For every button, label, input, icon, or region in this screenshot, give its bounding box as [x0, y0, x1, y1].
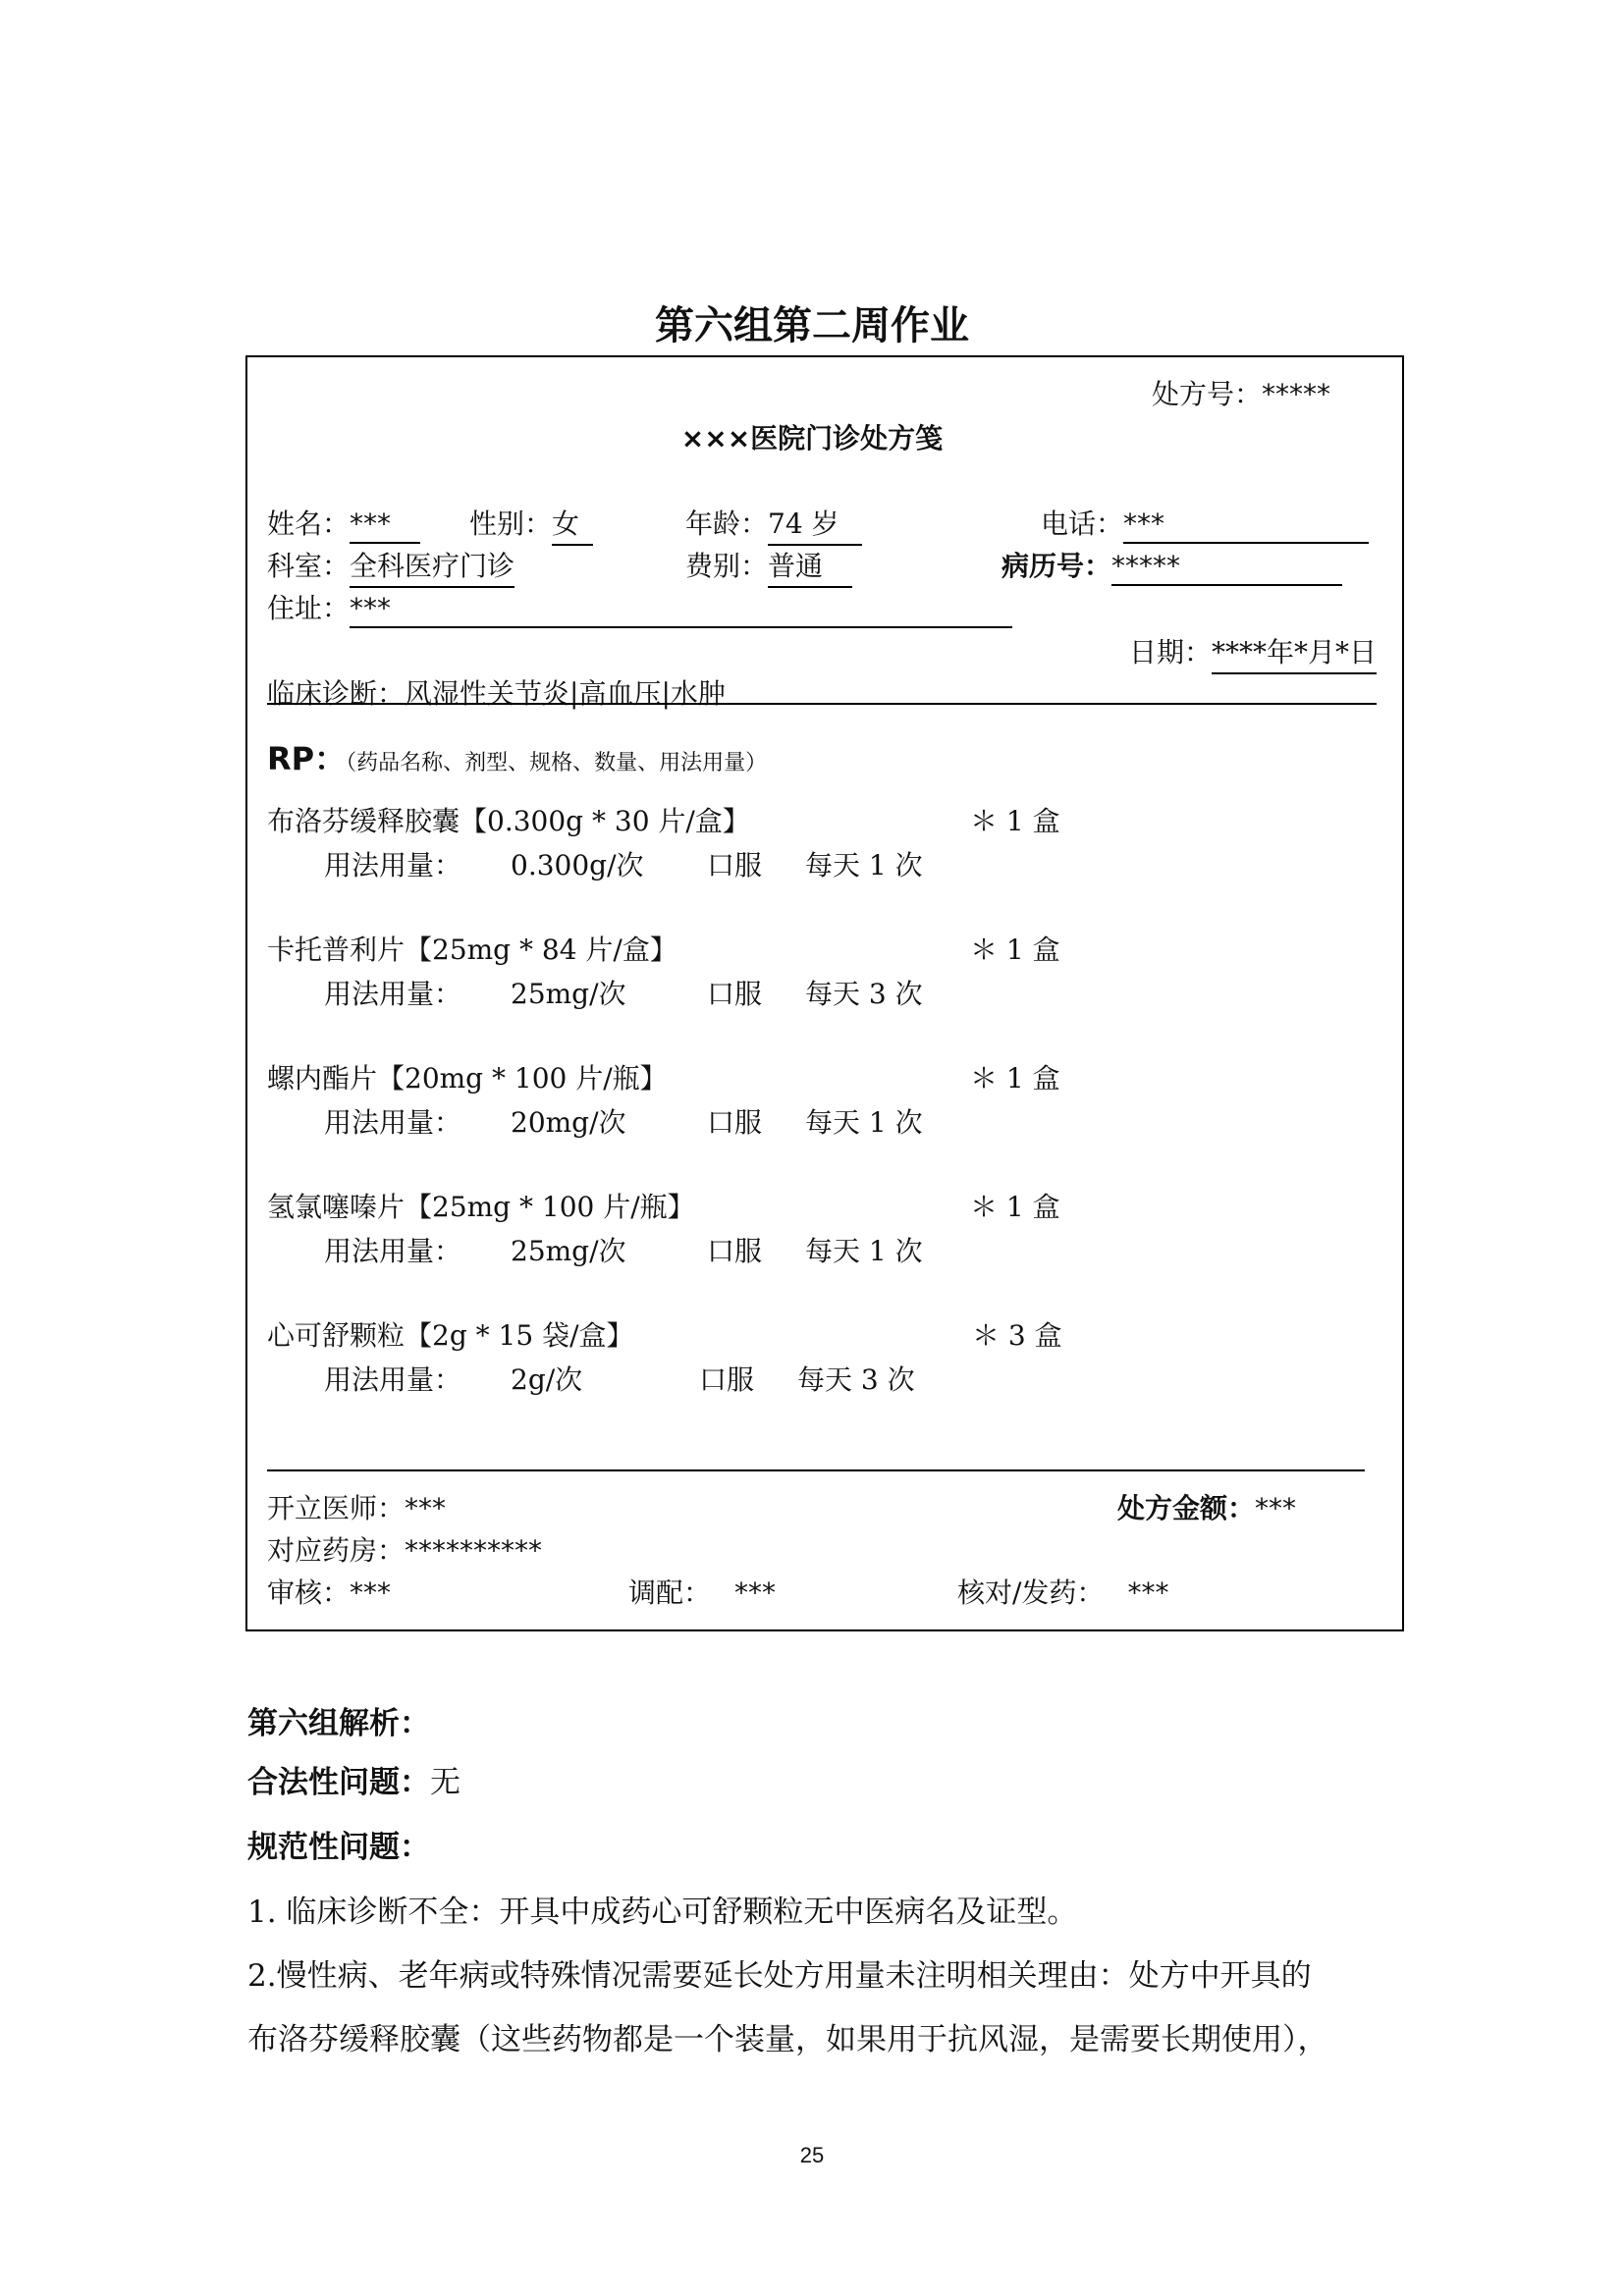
phone-value: *** [1123, 507, 1369, 544]
prescription-number-label: 处方号： [1152, 378, 1263, 410]
drug-name: 螺内酯片【20mg * 100 片/瓶】 [267, 1062, 668, 1095]
drug-quantity: ＊ 1 盒 [970, 1062, 1060, 1095]
address-label: 住址： [267, 592, 351, 624]
drug-name: 心可舒颗粒【2g * 15 袋/盒】 [267, 1319, 634, 1352]
diagnosis-value: 风湿性关节炎|高血压|水肿 [405, 677, 726, 710]
age-value: 74 岁 [768, 503, 862, 546]
check-label: 核对/发药： [957, 1576, 1105, 1609]
drug-route: 口服 [707, 1106, 763, 1139]
review-value: *** [350, 1576, 392, 1609]
gender-label: 性别： [469, 507, 553, 540]
patient-age [685, 503, 862, 546]
drug-dose: 20mg/次 [511, 1106, 626, 1139]
drug-dose: 25mg/次 [511, 1235, 626, 1267]
prescription-number-value: ***** [1262, 378, 1331, 410]
legality-line [247, 1757, 460, 1801]
address-value: *** [350, 592, 1012, 628]
dept-value: 全科医疗门诊 [350, 545, 514, 588]
standard-heading: 规范性问题： [247, 1830, 430, 1865]
dept-label: 科室： [267, 550, 351, 582]
patient-record-number [1001, 545, 1342, 586]
name-value: *** [350, 507, 420, 544]
doctor-label: 开立医师： [267, 1492, 406, 1524]
dispense [628, 1572, 776, 1611]
drug-frequency: 每天 1 次 [805, 1106, 923, 1139]
pharmacy [267, 1529, 542, 1569]
drug-name: 氢氯噻嗪片【25mg * 100 片/瓶】 [267, 1191, 695, 1223]
patient-gender [469, 503, 593, 546]
drug-frequency: 每天 1 次 [805, 1235, 923, 1267]
pharmacy-value: ********** [405, 1534, 543, 1567]
phone-label: 电话： [1041, 507, 1124, 540]
drug-dose: 0.300g/次 [511, 849, 644, 881]
rp-hint: （药品名称、剂型、规格、数量、用法用量） [346, 751, 768, 775]
patient-name [267, 503, 420, 544]
age-label: 年龄： [685, 507, 769, 540]
drug-route: 口服 [707, 849, 763, 881]
footer-divider [267, 1469, 1365, 1471]
patient-address [267, 587, 1012, 628]
drug-frequency: 每天 1 次 [805, 849, 923, 881]
drug-quantity: ＊ 3 盒 [972, 1319, 1062, 1352]
drug-route: 口服 [699, 1363, 755, 1396]
amount-value: *** [1255, 1492, 1297, 1524]
prescription-amount [1117, 1487, 1296, 1526]
prescription-number [1152, 373, 1330, 412]
gender-value: 女 [552, 503, 593, 546]
dispense-label: 调配： [628, 1576, 712, 1609]
usage-label: 用法用量： [324, 1106, 462, 1139]
prescribing-doctor [267, 1487, 446, 1526]
record-value: ***** [1111, 550, 1342, 586]
check-value: *** [1127, 1576, 1169, 1609]
page-number: 25 [799, 2143, 825, 2167]
prescription-date [1129, 631, 1377, 674]
fee-label: 费别： [685, 550, 769, 582]
drug-name: 布洛芬缓释胶囊【0.300g * 30 片/盒】 [267, 805, 750, 837]
diagnosis-underline [267, 703, 1377, 705]
drug-quantity: ＊ 1 盒 [970, 934, 1060, 966]
usage-label: 用法用量： [324, 1235, 462, 1267]
diagnosis-label: 临床诊断： [267, 677, 406, 710]
date-label: 日期： [1129, 636, 1213, 668]
amount-label: 处方金额： [1117, 1492, 1256, 1524]
legality-value: 无 [430, 1765, 460, 1800]
fee-value: 普通 [768, 545, 852, 588]
analysis-heading: 第六组解析： [247, 1706, 430, 1741]
drug-frequency: 每天 3 次 [805, 978, 923, 1010]
usage-label: 用法用量： [324, 978, 462, 1010]
date-value: ****年*月*日 [1212, 631, 1377, 674]
hospital-title: ×××医院门诊处方笺 [680, 422, 944, 454]
review-label: 审核： [267, 1576, 351, 1609]
document-title: 第六组第二周作业 [655, 303, 969, 348]
patient-fee [685, 545, 852, 588]
drug-dose: 25mg/次 [511, 978, 626, 1010]
drug-route: 口服 [707, 978, 763, 1010]
drug-frequency: 每天 3 次 [797, 1363, 915, 1396]
review [267, 1572, 391, 1611]
patient-phone [1041, 503, 1369, 544]
usage-label: 用法用量： [324, 1363, 462, 1396]
drug-route: 口服 [707, 1235, 763, 1267]
drug-name: 卡托普利片【25mg * 84 片/盒】 [267, 934, 677, 966]
clinical-diagnosis [267, 672, 726, 712]
legality-label: 合法性问题： [247, 1765, 430, 1800]
drug-quantity: ＊ 1 盒 [970, 805, 1060, 837]
drug-dose: 2g/次 [511, 1363, 583, 1396]
pharmacy-label: 对应药房： [267, 1534, 406, 1567]
rp-header [267, 734, 767, 779]
record-label: 病历号： [1001, 550, 1112, 582]
dispense-value: *** [734, 1576, 777, 1609]
rp-label: RP： [267, 740, 347, 777]
analysis-item: 2.慢性病、老年病或特殊情况需要延长处方用量未注明相关理由：处方中开具的 [247, 1958, 1312, 1994]
doctor-value: *** [405, 1492, 447, 1524]
drug-quantity: ＊ 1 盒 [970, 1191, 1060, 1223]
usage-label: 用法用量： [324, 849, 462, 881]
name-label: 姓名： [267, 507, 351, 540]
check-dispense [957, 1572, 1168, 1611]
patient-dept [267, 545, 514, 588]
analysis-item: 1. 临床诊断不全：开具中成药心可舒颗粒无中医病名及证型。 [247, 1895, 1078, 1930]
analysis-item: 布洛芬缓释胶囊（这些药物都是一个装量，如果用于抗风湿，是需要长期使用）， [247, 2022, 1328, 2057]
